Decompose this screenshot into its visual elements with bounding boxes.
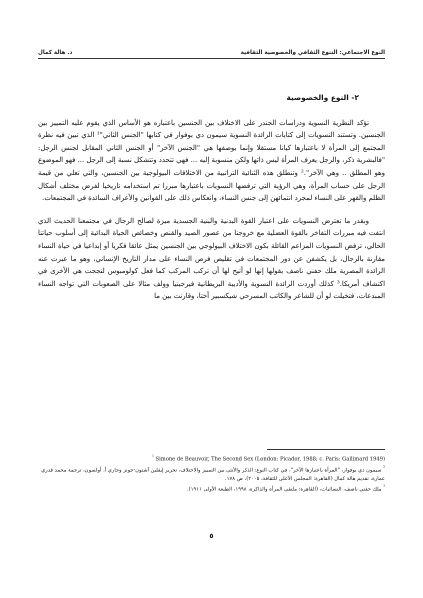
running-header [38, 44, 385, 56]
footnote-1 [38, 454, 385, 464]
page-number: ٥ [209, 532, 214, 540]
footnote-mark: ² [383, 465, 385, 471]
footnote-text: Simone de Beauvoir, The Second Sex (London: Picador, 1988; c. Paris: Gallimard 1949) [155, 456, 385, 463]
body-text [38, 92, 385, 303]
section-title: ٢- النوع والخصوصية [286, 93, 359, 102]
footnote-rule [267, 449, 385, 450]
footnote-2 [38, 465, 385, 483]
footnotes [38, 454, 385, 495]
footnote-text: سيمون دي بوفوار، "المرأة باعتبارها الآخر"، في كتاب النوع: الذكر والأنثى بين التمييز والاختلاف، تحرير إيفلين آشتون-جونز وجاري أ. أولسون، ترجمة محمد قدري عمارة، تقديم هالة كمال (القاهرة: المجلس الأعلى للثقافة، ٢٠٠٥)، ص ١٧٨. [41, 467, 385, 482]
header-rule [38, 58, 385, 59]
footnote-3 [38, 484, 385, 494]
footnote-text: ملك حفني ناصف، النسائيات، (القاهرة: ملتقى المرأة والذاكرة، ١٩٩٨، الطبعة الأولى ١٩١١). [187, 486, 382, 493]
running-header-author: د. هالة كمال [38, 50, 73, 56]
running-header-title: النوع الاجتماعي: التنوع الثقافي والخصوصية الثقافية [240, 50, 385, 56]
footnote-mark: ¹ [152, 455, 154, 460]
paragraph-1: تؤكد النظرية النسوية ودراسات الجندر على الاختلاف بين الجنسين باعتباره هو الأساس الذي يقوم عليه التمييز بين الجنسين. وتستند النسويات إلى كتابات الرائدة النسوية سيمون دي بوفوار في كتابها "الجنس الثاني"¹ الذي تبين فيه نظرة المجتمع إلى المرأة لا باعتبارها كيانا مستقلا وإنما بوصفها هي "الجنس الآخر" أو الجنس الثاني المقابل لجنس الرجل: "فالبشرية ذكر، والرجل يعرف المرأة ليس ذاتها ولكن منسوبة إليه ... فهي تتحدد وتتشكل نسبة إلى الرجل ... فهو الموضوع وهو المطلق .. وهي الآخر".² وتنطلق هذه الثنائية التراتبية من الاختلافات البيولوجية بين الجنسين، والتي تعلي من قيمة الرجل على حساب المرأة، وهي الرؤية التي ترفضها النسويات باعتبارها مبررا تم استخدامه تاريخيا لفرض مختلف أشكال الظلم والقهر على النساء لمجرد انتمائهن إلى جنس النساء، وانعكاس ذلك على القوانين والأعراف السائدة في المجتمعات. [38, 118, 385, 203]
footnote-mark: ³ [383, 485, 385, 491]
paragraph-2: وبقدر ما تعترض النسويات على اعتبار القوة البدنية والبنية الجسدية ميزة لصالح الرجال في مجتمعنا الحديث الذي انتفت فيه مبررات التفاخر بالقوة العضلية مع خروجنا من عصور الصيد والقنص وخصائص الحياة البدائية إلى أسلوب حياتنا الحالي، ترفض النسويات المزاعم القائلة بكون الاختلاف البيولوجي بين الجنسين يمثل عائقا فكريا أو إبداعيا في حياة النساء مقارنة بالرجال، بل يكشفن عن دور المجتمعات في تقليص فرص النساء على مدار التاريخ الإنساني، وهو ما عبرت عنه الرائدة المصرية ملك حفني ناصف بقولها إنها لو أتيح لها أن تركب المركب كما فعل كولومبوس لنجحت هي الأخرى في اكتشاف أمريكا.³ كذلك أوردت الرائدة النسوية والأديبة البريطانية فيرجينيا وولف مثالا على الصعوبات التي تواجه النساء المبدعات، فتخيلت لو أن للشاعر والكاتب المسرحي شيكسبير أختا، وقارنت بين ما [38, 216, 385, 301]
